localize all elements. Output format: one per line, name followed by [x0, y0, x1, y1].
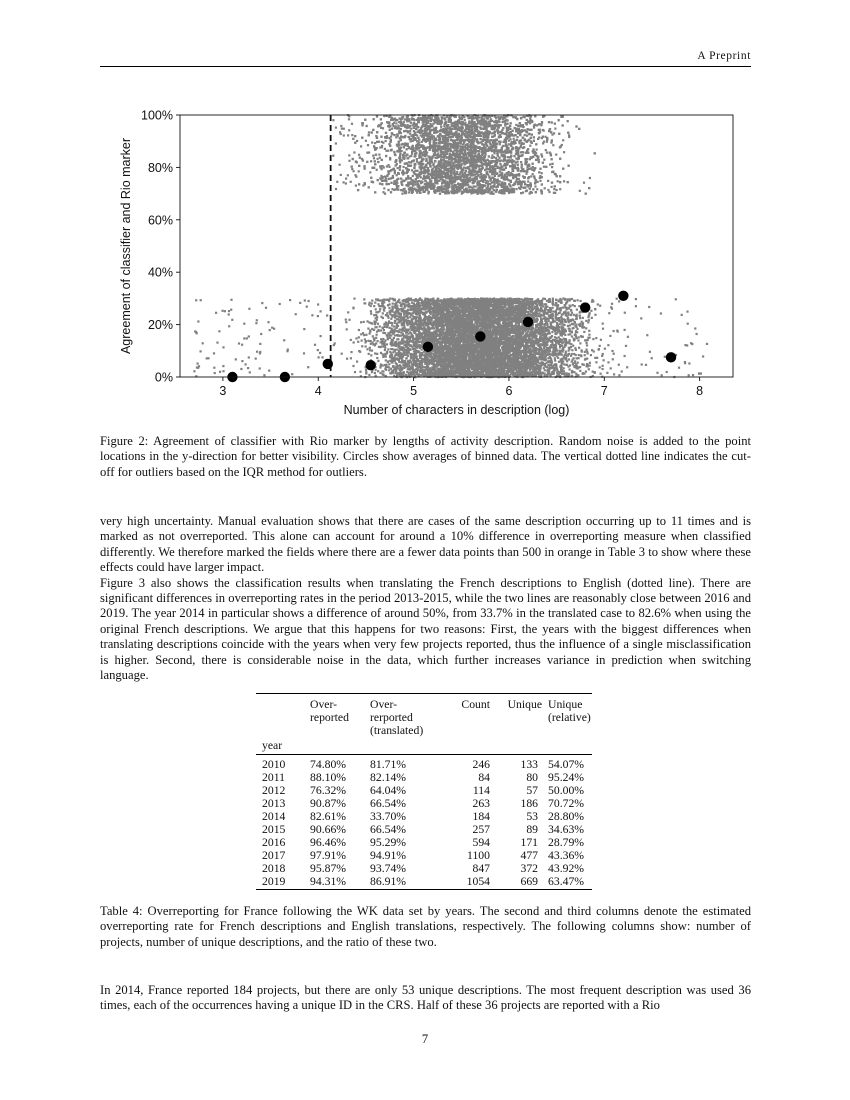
table-cell: 594: [472, 836, 490, 849]
table-cell: 86.91%: [364, 875, 442, 890]
row-year: 2019: [256, 875, 304, 890]
row-year: 2012: [262, 784, 286, 797]
table-cell: 94.91%: [370, 849, 407, 862]
table-cell: 263: [472, 797, 490, 810]
bin-mean-marker: [475, 331, 485, 341]
table-row: [256, 849, 592, 862]
row-year: 2017: [262, 849, 286, 862]
header-overreported: Over- reported: [310, 698, 349, 724]
bin-mean-marker: [618, 291, 628, 301]
x-tick-label: 4: [314, 384, 322, 398]
table-cell: 95.29%: [370, 836, 407, 849]
table-cell: 88.10%: [310, 771, 347, 784]
table-header: [304, 694, 364, 738]
table-cell: 89: [526, 823, 538, 836]
table-cell: 90.66%: [310, 823, 347, 836]
table-cell: 82.14%: [370, 771, 407, 784]
header-title: A Preprint: [697, 50, 751, 62]
table-row: [256, 755, 592, 772]
row-year: 2016: [262, 836, 286, 849]
table-cell: 64.04%: [370, 784, 407, 797]
table-cell: 84: [478, 771, 490, 784]
row-year: 2010: [262, 758, 286, 771]
table-cell: 28.79%: [548, 836, 585, 849]
x-tick-label: 5: [410, 384, 418, 398]
bin-mean-marker: [323, 359, 333, 369]
table-row: [256, 784, 592, 797]
header-count: Count: [461, 698, 490, 711]
table-cell: 43.36%: [548, 849, 585, 862]
table-cell: 171: [520, 836, 538, 849]
row-year: 2015: [262, 823, 286, 836]
table-body: [256, 755, 592, 890]
x-tick-label: 6: [505, 384, 513, 398]
table-cell: 93.74%: [370, 862, 407, 875]
y-axis-label: Agreement of classifier and Rio marker: [119, 137, 133, 355]
y-tick-label: 60%: [147, 213, 173, 228]
x-tick-label: 3: [219, 384, 227, 398]
bin-mean-marker: [666, 352, 676, 362]
table-cell: 1100: [467, 849, 490, 862]
y-tick-label: 100%: [141, 108, 173, 123]
x-tick-label: 7: [600, 384, 608, 398]
table-row: [256, 771, 592, 784]
bin-mean-marker: [523, 317, 533, 327]
y-tick-label: 20%: [147, 318, 173, 333]
table-cell: 477: [520, 849, 538, 862]
row-year: 2018: [262, 862, 286, 875]
table-cell: 114: [472, 784, 490, 797]
table-row: [256, 836, 592, 849]
table-cell: 53: [526, 810, 538, 823]
row-year: 2011: [262, 771, 285, 784]
header-overreported-translated: Over- rerported (translated): [370, 698, 424, 737]
index-name: year: [256, 737, 304, 755]
table-cell: 57: [526, 784, 538, 797]
table-header: [542, 694, 592, 738]
table-cell: 70.72%: [548, 797, 585, 810]
table-cell: 28.80%: [548, 810, 585, 823]
table-cell: 33.70%: [370, 810, 407, 823]
paragraph-3: In 2014, France reported 184 projects, but there are only 53 unique descriptions. The most frequent description was used 36 times, each of the occurrences having a unique ID in the CRS. Half of these 36 projects are reported with a Rio: [100, 983, 751, 1013]
table-cell: 1054: [442, 875, 490, 890]
paragraph-1: very high uncertainty. Manual evaluation shows that there are cases of the same description occurring up to 11 times and is marked as not overreported. This alone can account for around a 10% difference in overreporting measure when classified differently. We therefore marked the fields where there are a fewer data points than 500 in orange in Table 3 to show where these effects could have larger impact.: [100, 514, 751, 575]
overreporting-table: [256, 693, 592, 890]
table-cell: 97.91%: [310, 849, 347, 862]
bin-mean-marker: [365, 360, 375, 370]
table-caption: Table 4: Overreporting for France following the WK data set by years. The second and third columns denote the estimated overreporting rate for French descriptions and English translations, respectively. The following columns show: number of projects, number of unique descriptions, and the ratio of these two.: [100, 904, 751, 949]
table-cell: 847: [472, 862, 490, 875]
header-unique: Unique: [507, 698, 542, 711]
y-tick-label: 0%: [154, 370, 173, 385]
page-number: 7: [421, 1032, 429, 1046]
table-cell: 34.63%: [548, 823, 585, 836]
page-header: [100, 50, 751, 67]
bin-mean-marker: [423, 342, 433, 352]
table-container: [256, 693, 592, 890]
table-cell: 66.54%: [370, 797, 407, 810]
bin-mean-marker: [580, 302, 590, 312]
table-row: [256, 810, 592, 823]
table-cell: 184: [472, 810, 490, 823]
table-cell: 669: [490, 875, 542, 890]
row-year: 2013: [262, 797, 286, 810]
paragraph-2: Figure 3 also shows the classification results when translating the French descriptions to English (dotted line). There are significant differences in overreporting rates in the period 2013-2015, while the two lines are reasonably close between 2016 and 2019. The year 2014 in particular shows a difference of around 50%, from 33.7% in the translated case to 82.6% when using the original French descriptions. We argue that this happens for two reasons: First, the years with the biggest differences when translating descriptions coincide with the years when very few projects reported, thus the influence of a single misclassification is higher. Second, there is considerable noise in the data, which further increases variance in prediction when switching language.: [100, 575, 751, 683]
table-cell: 66.54%: [370, 823, 407, 836]
table-cell: 246: [472, 758, 490, 771]
table-cell: 186: [520, 797, 538, 810]
table-row: [256, 797, 592, 810]
table-cell: 43.92%: [548, 862, 585, 875]
y-tick-label: 80%: [147, 160, 173, 175]
table-cell: 94.31%: [304, 875, 364, 890]
table-cell: 82.61%: [310, 810, 347, 823]
table-cell: 74.80%: [310, 758, 347, 771]
table-cell: 257: [472, 823, 490, 836]
table-header: [364, 694, 442, 738]
table-cell: 90.87%: [310, 797, 347, 810]
header-unique-relative: Unique (relative): [548, 698, 591, 724]
table-cell: 96.46%: [310, 836, 347, 849]
table-cell: 76.32%: [310, 784, 347, 797]
table-header-corner: [256, 694, 304, 738]
table-row: [256, 823, 592, 836]
table-cell: 54.07%: [548, 758, 585, 771]
table-cell: 81.71%: [370, 758, 407, 771]
table-cell: 95.24%: [548, 771, 585, 784]
table-cell: 133: [520, 758, 538, 771]
table-cell: 95.87%: [310, 862, 347, 875]
table-cell: 372: [520, 862, 538, 875]
scatter-points: [193, 114, 708, 378]
y-tick-label: 40%: [147, 265, 173, 280]
table-row: [256, 862, 592, 875]
figure-caption: Figure 2: Agreement of classifier with Rio marker by lengths of activity description. Random noise is added to the point locations in the y-direction for better visibility. Circles show averages of binned data. The vertical dotted line indicates the cut-off for outliers based on the IQR method for outliers.: [100, 434, 751, 479]
body-text-block: [100, 514, 751, 683]
table-row: [256, 875, 592, 890]
table-header: [490, 694, 542, 738]
table-cell: 50.00%: [548, 784, 585, 797]
row-year: 2014: [262, 810, 286, 823]
table-cell: 80: [526, 771, 538, 784]
scatter-chart: [110, 105, 750, 420]
table-header: [442, 694, 490, 738]
x-axis-label: Number of characters in description (log): [343, 403, 570, 417]
x-tick-label: 8: [696, 384, 704, 398]
table-cell: 63.47%: [542, 875, 592, 890]
